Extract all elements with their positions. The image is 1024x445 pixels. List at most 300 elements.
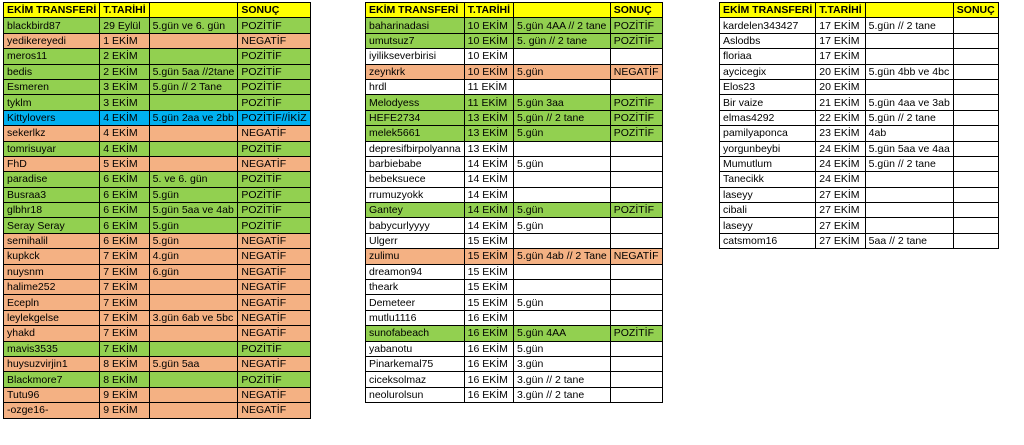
date-cell[interactable]: 9 EKİM [100,403,149,418]
username-cell[interactable]: nuysnm [4,264,100,279]
date-cell[interactable]: 2 EKİM [100,64,149,79]
username-cell[interactable]: blackbird87 [4,18,100,33]
date-cell[interactable]: 24 EKİM [816,141,865,156]
header-cell[interactable]: EKİM TRANSFERİ [4,3,100,18]
result-cell[interactable]: POZİTİF [238,172,310,187]
table-row [366,264,663,279]
note-cell[interactable] [149,126,238,141]
date-cell[interactable]: 8 EKİM [100,372,149,387]
note-cell[interactable] [865,33,953,48]
result-cell[interactable]: NEGATİF [610,249,662,264]
result-cell[interactable] [953,218,998,233]
date-cell[interactable]: 23 EKİM [816,126,865,141]
result-cell[interactable]: NEGATİF [238,295,310,310]
note-cell[interactable]: 5.gün // 2 Tane [149,79,238,94]
result-cell[interactable]: NEGATİF [238,356,310,371]
note-cell[interactable] [514,141,611,156]
note-cell[interactable] [514,233,611,248]
username-cell[interactable]: yhakd [4,326,100,341]
date-cell[interactable]: 15 EKİM [464,295,513,310]
date-cell[interactable]: 17 EKİM [816,33,865,48]
note-cell[interactable] [149,280,238,295]
username-cell[interactable]: Kittylovers [4,110,100,125]
date-cell[interactable]: 24 EKİM [816,172,865,187]
date-cell[interactable]: 5 EKİM [100,156,149,171]
header-cell[interactable]: T.TARİHİ [100,3,149,18]
note-cell[interactable] [865,49,953,64]
username-cell[interactable]: Pinarkemal75 [366,356,465,371]
note-cell[interactable]: 5.gün [514,64,611,79]
note-cell[interactable] [149,295,238,310]
note-cell[interactable]: 5.gün [514,203,611,218]
result-cell[interactable]: POZİTİF [238,218,310,233]
note-cell[interactable] [149,403,238,418]
note-cell[interactable] [514,172,611,187]
username-cell[interactable]: Demeteer [366,295,465,310]
username-cell[interactable]: Ecepln [4,295,100,310]
username-cell[interactable]: Melodyess [366,95,465,110]
table-row [366,172,663,187]
result-cell[interactable] [953,33,998,48]
username-cell[interactable]: barbiebabe [366,156,465,171]
header-cell[interactable]: EKİM TRANSFERİ [720,3,816,18]
username-cell[interactable]: sekerlkz [4,126,100,141]
header-cell[interactable]: SONUÇ [238,3,310,18]
note-cell[interactable] [149,341,238,356]
date-cell[interactable]: 13 EKİM [464,126,513,141]
result-cell[interactable]: NEGATİF [610,64,662,79]
username-cell[interactable]: Aslodbs [720,33,816,48]
username-cell[interactable]: mavis3535 [4,341,100,356]
date-cell[interactable]: 14 EKİM [464,203,513,218]
username-cell[interactable]: Ulgerr [366,233,465,248]
note-cell[interactable]: 5.gün [514,126,611,141]
date-cell[interactable]: 27 EKİM [816,233,865,248]
result-cell[interactable]: POZİTİF [610,110,662,125]
note-cell[interactable]: 5aa // 2 tane [865,233,953,248]
note-cell[interactable]: 5.gün [514,295,611,310]
table-row [366,326,663,341]
note-cell[interactable]: 5.gün 2aa ve 2bb [149,110,238,125]
table-row [366,156,663,171]
result-cell[interactable]: NEGATİF [238,403,310,418]
result-cell[interactable]: NEGATİF [238,233,310,248]
table-row [4,341,311,356]
date-cell[interactable]: 10 EKİM [464,64,513,79]
username-cell[interactable]: Seray Seray [4,218,100,233]
note-cell[interactable] [149,33,238,48]
table-row [366,233,663,248]
result-cell[interactable] [953,18,998,33]
date-cell[interactable]: 27 EKİM [816,203,865,218]
note-cell[interactable] [514,310,611,325]
date-cell[interactable]: 17 EKİM [816,18,865,33]
username-cell[interactable]: zeynkrk [366,64,465,79]
note-cell[interactable] [865,203,953,218]
username-cell[interactable]: Blackmore7 [4,372,100,387]
username-cell[interactable]: Elos23 [720,79,816,94]
date-cell[interactable]: 7 EKİM [100,341,149,356]
result-cell[interactable] [610,295,662,310]
table-row [4,141,311,156]
result-cell[interactable]: POZİTİF [238,187,310,202]
table-row [366,295,663,310]
username-cell[interactable]: yedikereyedi [4,33,100,48]
table-row [4,203,311,218]
username-cell[interactable]: iyilikseverbirisi [366,49,465,64]
username-cell[interactable]: rrumuzyokk [366,187,465,202]
username-cell[interactable]: sunofabeach [366,326,465,341]
note-cell[interactable]: 5.gün 5aa [149,356,238,371]
date-cell[interactable]: 3 EKİM [100,79,149,94]
result-cell[interactable]: POZİTİF [238,64,310,79]
result-cell[interactable]: NEGATİF [238,264,310,279]
username-cell[interactable]: Esmeren [4,79,100,94]
username-cell[interactable]: theark [366,280,465,295]
header-cell[interactable] [865,3,953,18]
username-cell[interactable]: babycurlyyyy [366,218,465,233]
date-cell[interactable]: 4 EKİM [100,126,149,141]
note-cell[interactable] [514,264,611,279]
date-cell[interactable]: 14 EKİM [464,187,513,202]
header-cell[interactable] [514,3,611,18]
result-cell[interactable] [610,172,662,187]
note-cell[interactable] [865,218,953,233]
result-cell[interactable] [953,203,998,218]
header-cell[interactable]: T.TARİHİ [816,3,865,18]
date-cell[interactable]: 22 EKİM [816,110,865,125]
result-cell[interactable]: POZİTİF [610,326,662,341]
note-cell[interactable]: 5.gün [149,187,238,202]
username-cell[interactable]: tomrisuyar [4,141,100,156]
username-cell[interactable]: tyklm [4,95,100,110]
note-cell[interactable]: 5.gün ve 6. gün [149,18,238,33]
note-cell[interactable]: 5.gün // 2 tane [514,110,611,125]
result-cell[interactable]: POZİTİF [610,95,662,110]
date-cell[interactable]: 7 EKİM [100,249,149,264]
result-cell[interactable]: NEGATİF [238,326,310,341]
note-cell[interactable]: 5.gün [514,218,611,233]
note-cell[interactable]: 5.gün 4bb ve 4bc [865,64,953,79]
date-cell[interactable]: 16 EKİM [464,326,513,341]
username-cell[interactable]: bebeksuece [366,172,465,187]
date-cell[interactable]: 6 EKİM [100,203,149,218]
date-cell[interactable]: 7 EKİM [100,310,149,325]
username-cell[interactable]: Gantey [366,203,465,218]
note-cell[interactable]: 5.gün 4aa ve 3ab [865,95,953,110]
username-cell[interactable]: halime252 [4,280,100,295]
date-cell[interactable]: 13 EKİM [464,110,513,125]
username-cell[interactable]: kardelen343427 [720,18,816,33]
username-cell[interactable]: neolurolsun [366,387,465,402]
username-cell[interactable]: bedis [4,64,100,79]
note-cell[interactable]: 5. ve 6. gün [149,172,238,187]
table-row [366,203,663,218]
date-cell[interactable]: 11 EKİM [464,95,513,110]
table-row [720,172,999,187]
result-cell[interactable]: POZİTİF [610,18,662,33]
result-cell[interactable]: POZİTİF [238,79,310,94]
note-cell[interactable]: 3.gün // 2 tane [514,387,611,402]
header-row [720,3,999,18]
note-cell[interactable]: 5.gün 4AA [514,326,611,341]
username-cell[interactable]: baharinadasi [366,18,465,33]
result-cell[interactable]: POZİTİF [238,95,310,110]
username-cell[interactable]: kupkck [4,249,100,264]
header-cell[interactable]: EKİM TRANSFERİ [366,3,465,18]
username-cell[interactable]: ciceksolmaz [366,372,465,387]
date-cell[interactable]: 20 EKİM [816,79,865,94]
date-cell[interactable]: 16 EKİM [464,310,513,325]
result-cell[interactable] [953,233,998,248]
date-cell[interactable]: 14 EKİM [464,172,513,187]
note-cell[interactable]: 3.gün 6ab ve 5bc [149,310,238,325]
username-cell[interactable]: pamilyaponca [720,126,816,141]
table-row [366,49,663,64]
result-cell[interactable] [610,218,662,233]
result-cell[interactable] [610,49,662,64]
date-cell[interactable]: 16 EKİM [464,387,513,402]
result-cell[interactable]: NEGATİF [238,156,310,171]
note-cell[interactable]: 5.gün [514,156,611,171]
note-cell[interactable] [149,141,238,156]
username-cell[interactable]: dreamon94 [366,264,465,279]
result-cell[interactable]: POZİTİF//İKİZ [238,110,310,125]
date-cell[interactable]: 24 EKİM [816,156,865,171]
note-cell[interactable] [149,49,238,64]
result-cell[interactable] [610,264,662,279]
note-cell[interactable] [514,49,611,64]
username-cell[interactable]: Tanecikk [720,172,816,187]
result-cell[interactable]: POZİTİF [238,372,310,387]
result-cell[interactable]: POZİTİF [238,141,310,156]
date-cell[interactable]: 16 EKİM [464,356,513,371]
username-cell[interactable]: elmas4292 [720,110,816,125]
note-cell[interactable] [149,372,238,387]
table-row [4,49,311,64]
date-cell[interactable]: 15 EKİM [464,233,513,248]
note-cell[interactable]: 5.gün [149,233,238,248]
username-cell[interactable]: leylekgelse [4,310,100,325]
result-cell[interactable] [953,172,998,187]
date-cell[interactable]: 6 EKİM [100,218,149,233]
date-cell[interactable]: 11 EKİM [464,79,513,94]
date-cell[interactable]: 10 EKİM [464,33,513,48]
username-cell[interactable]: Tutu96 [4,387,100,402]
result-cell[interactable] [953,141,998,156]
note-cell[interactable]: 3.gün // 2 tane [514,372,611,387]
table-row [366,126,663,141]
header-cell[interactable] [149,3,238,18]
note-cell[interactable] [514,187,611,202]
result-cell[interactable] [610,79,662,94]
note-cell[interactable]: 5.gün 5aa ve 4ab [149,203,238,218]
note-cell[interactable] [149,156,238,171]
result-cell[interactable]: POZİTİF [238,341,310,356]
username-cell[interactable]: aycicegix [720,64,816,79]
username-cell[interactable]: Busraa3 [4,187,100,202]
note-cell[interactable]: 5.gün 4ab // 2 Tane [514,249,611,264]
table-row [4,79,311,94]
result-cell[interactable] [610,341,662,356]
username-cell[interactable]: melek5661 [366,126,465,141]
result-cell[interactable]: POZİTİF [610,126,662,141]
result-cell[interactable] [953,126,998,141]
username-cell[interactable]: hrdl [366,79,465,94]
table-row [4,126,311,141]
date-cell[interactable]: 7 EKİM [100,264,149,279]
result-cell[interactable]: POZİTİF [238,18,310,33]
note-cell[interactable]: 5. gün // 2 tane [514,33,611,48]
username-cell[interactable]: laseyy [720,218,816,233]
header-cell[interactable]: T.TARİHİ [464,3,513,18]
username-cell[interactable]: umutsuz7 [366,33,465,48]
note-cell[interactable] [149,326,238,341]
table-row [720,187,999,202]
note-cell[interactable]: 6.gün [149,264,238,279]
note-cell[interactable]: 5.gün // 2 tane [865,110,953,125]
table-row [366,310,663,325]
date-cell[interactable]: 7 EKİM [100,280,149,295]
date-cell[interactable]: 6 EKİM [100,233,149,248]
result-cell[interactable]: NEGATİF [238,280,310,295]
table-row [720,64,999,79]
date-cell[interactable]: 13 EKİM [464,141,513,156]
username-cell[interactable]: mutlu1116 [366,310,465,325]
date-cell[interactable]: 20 EKİM [816,64,865,79]
username-cell[interactable]: FhD [4,156,100,171]
result-cell[interactable]: NEGATİF [238,33,310,48]
result-cell[interactable] [610,356,662,371]
table-row [4,172,311,187]
result-cell[interactable]: POZİTİF [238,203,310,218]
result-cell[interactable] [610,280,662,295]
date-cell[interactable]: 15 EKİM [464,264,513,279]
note-cell[interactable]: 5.gün // 2 tane [865,18,953,33]
note-cell[interactable]: 5.gün 5aa //2tane [149,64,238,79]
username-cell[interactable]: meros11 [4,49,100,64]
username-cell[interactable]: Bir vaize [720,95,816,110]
date-cell[interactable]: 16 EKİM [464,341,513,356]
date-cell[interactable]: 1 EKİM [100,33,149,48]
username-cell[interactable]: semihalil [4,233,100,248]
date-cell[interactable]: 2 EKİM [100,49,149,64]
username-cell[interactable]: floriaa [720,49,816,64]
note-cell[interactable] [514,79,611,94]
result-cell[interactable] [610,310,662,325]
date-cell[interactable]: 14 EKİM [464,218,513,233]
note-cell[interactable]: 3.gün [514,356,611,371]
result-cell[interactable] [953,156,998,171]
username-cell[interactable]: huysuzvirjin1 [4,356,100,371]
result-cell[interactable] [953,110,998,125]
result-cell[interactable]: NEGATİF [238,249,310,264]
note-cell[interactable]: 5.gün [514,341,611,356]
date-cell[interactable]: 27 EKİM [816,218,865,233]
result-cell[interactable] [953,49,998,64]
date-cell[interactable]: 15 EKİM [464,280,513,295]
date-cell[interactable]: 6 EKİM [100,172,149,187]
note-cell[interactable] [514,280,611,295]
note-cell[interactable] [865,79,953,94]
note-cell[interactable] [865,187,953,202]
result-cell[interactable]: NEGATİF [238,126,310,141]
date-cell[interactable]: 8 EKİM [100,356,149,371]
table-row [4,64,311,79]
result-cell[interactable]: POZİTİF [610,203,662,218]
note-cell[interactable]: 5.gün [149,218,238,233]
result-cell[interactable] [610,141,662,156]
date-cell[interactable]: 10 EKİM [464,49,513,64]
date-cell[interactable]: 7 EKİM [100,326,149,341]
date-cell[interactable]: 17 EKİM [816,49,865,64]
result-cell[interactable] [610,372,662,387]
username-cell[interactable]: zulimu [366,249,465,264]
result-cell[interactable]: NEGATİF [238,310,310,325]
result-cell[interactable] [610,156,662,171]
date-cell[interactable]: 6 EKİM [100,187,149,202]
result-cell[interactable] [953,79,998,94]
header-cell[interactable]: SONUÇ [610,3,662,18]
note-cell[interactable]: 4.gün [149,249,238,264]
date-cell[interactable]: 10 EKİM [464,18,513,33]
username-cell[interactable]: laseyy [720,187,816,202]
result-cell[interactable]: POZİTİF [610,33,662,48]
note-cell[interactable] [149,387,238,402]
date-cell[interactable]: 9 EKİM [100,387,149,402]
date-cell[interactable]: 7 EKİM [100,295,149,310]
result-cell[interactable] [610,233,662,248]
username-cell[interactable]: yorgunbeybi [720,141,816,156]
result-cell[interactable] [953,64,998,79]
result-cell[interactable] [953,95,998,110]
note-cell[interactable]: 5.gün // 2 tane [865,156,953,171]
result-cell[interactable] [610,387,662,402]
date-cell[interactable]: 14 EKİM [464,156,513,171]
date-cell[interactable]: 16 EKİM [464,372,513,387]
note-cell[interactable]: 5.gün 4AA // 2 tane [514,18,611,33]
date-cell[interactable]: 27 EKİM [816,187,865,202]
table-row [4,264,311,279]
username-cell[interactable]: -ozge16- [4,403,100,418]
username-cell[interactable]: cibali [720,203,816,218]
date-cell[interactable]: 4 EKİM [100,141,149,156]
username-cell[interactable]: yabanotu [366,341,465,356]
username-cell[interactable]: catsmom16 [720,233,816,248]
note-cell[interactable] [149,95,238,110]
username-cell[interactable]: paradise [4,172,100,187]
note-cell[interactable]: 5.gün 3aa [514,95,611,110]
date-cell[interactable]: 3 EKİM [100,95,149,110]
date-cell[interactable]: 15 EKİM [464,249,513,264]
date-cell[interactable]: 21 EKİM [816,95,865,110]
result-cell[interactable] [953,187,998,202]
username-cell[interactable]: Mumutlum [720,156,816,171]
header-cell[interactable]: SONUÇ [953,3,998,18]
result-cell[interactable]: POZİTİF [238,49,310,64]
username-cell[interactable]: glbhr18 [4,203,100,218]
note-cell[interactable]: 5.gün 5aa ve 4aa [865,141,953,156]
date-cell[interactable]: 29 Eylül [100,18,149,33]
note-cell[interactable] [865,172,953,187]
date-cell[interactable]: 4 EKİM [100,110,149,125]
result-cell[interactable] [610,187,662,202]
result-cell[interactable]: NEGATİF [238,387,310,402]
username-cell[interactable]: depresifbirpolyanna [366,141,465,156]
note-cell[interactable]: 4ab [865,126,953,141]
username-cell[interactable]: HEFE2734 [366,110,465,125]
table-row [720,79,999,94]
